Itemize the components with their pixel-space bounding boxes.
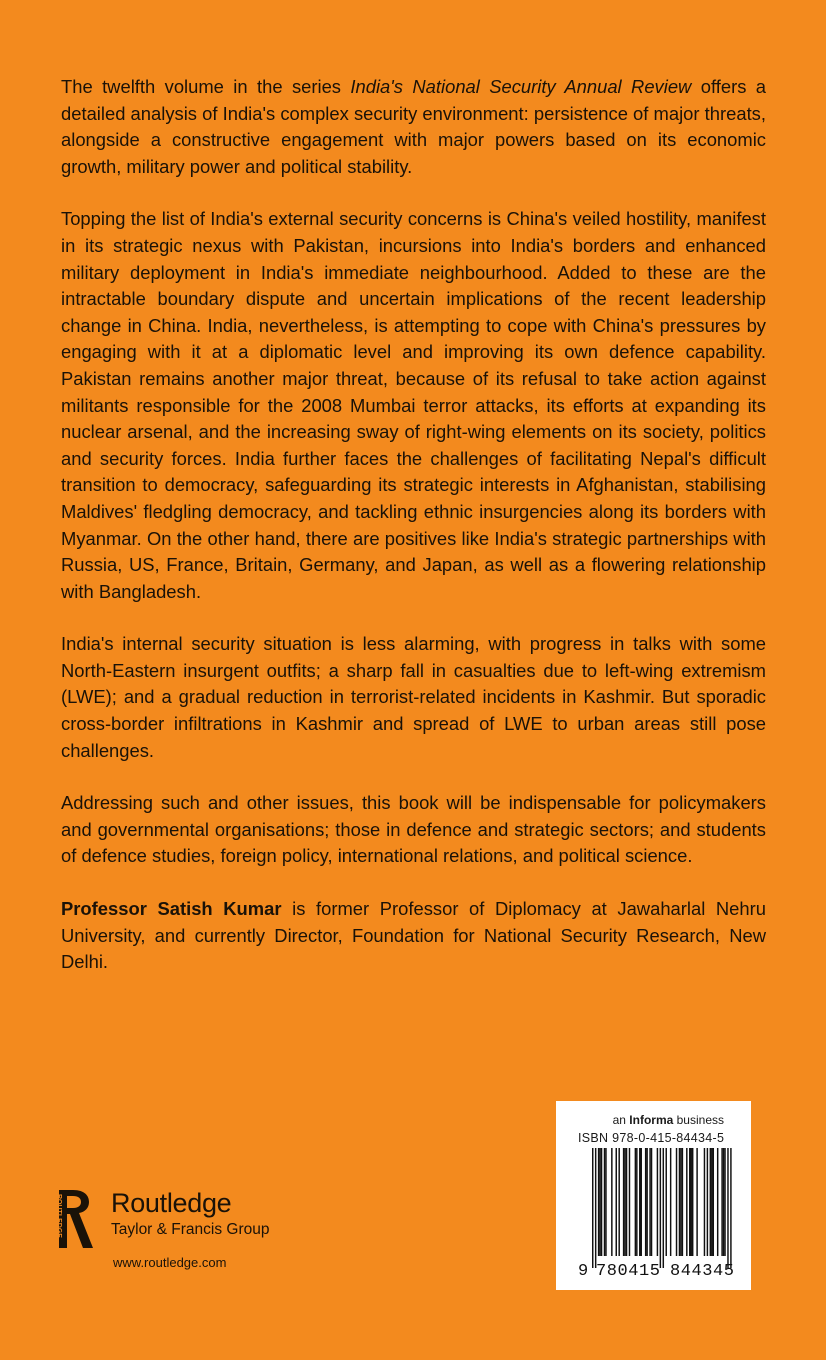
barcode-bar: [679, 1148, 680, 1256]
blurb-paragraph-4: Addressing such and other issues, this book will be indispensable for policymakers and governmental organisations; those in defence and strategic sectors; and students of defence studies, foreign policy, international relations, and political science.: [61, 792, 766, 867]
barcode-bar: [601, 1148, 602, 1256]
barcode-bar: [704, 1148, 705, 1256]
isbn-barcode: [576, 1148, 746, 1278]
informa-suffix: business: [673, 1113, 724, 1127]
barcode-panel: [556, 1101, 751, 1290]
barcode-right-digits: 844345: [670, 1262, 734, 1278]
publisher-group: Taylor & Francis Group: [111, 1221, 270, 1238]
author-bio: [61, 896, 766, 976]
barcode-bar: [670, 1148, 671, 1256]
barcode-left-digits: 780415: [596, 1262, 660, 1278]
barcode-bar: [724, 1148, 725, 1256]
blurb-paragraph-2: Topping the list of India's external security concerns is China's veiled hostility, manifest in its strategic nexus with Pakistan, incursions into India's borders and enhanced military deployment in India's immediate neighbourhood. Added to these are the intractable boundary dispute and uncertain implications of the recent leadership change in China. India, nevertheless, is attempting to cope with China's pressures by engaging with it at a diplomatic level and improving its own defence capability. Pakistan remains another major threat, because of its refusal to take action against militants responsible for the 2008 Mumbai terror attacks, its efforts at expanding its nuclear arsenal, and the increasing sway of right-wing elements on its society, politics and security forces. India further faces the challenges of facilitating Nepal's difficult transition to democracy, safeguarding its strategic interests in Afghanistan, stabilising Maldives' fledgling democracy, and tackling ethnic insurgencies along its borders with Myanmar. On the other hand, there are positives like India's strategic partnerships with Russia, US, France, Britain, Germany, and Japan, as well as a flowering relationship with Bangladesh.: [61, 208, 766, 602]
barcode-bar: [710, 1148, 711, 1256]
barcode-bar: [616, 1148, 617, 1256]
barcode-bar: [657, 1148, 658, 1256]
barcode-bar: [680, 1148, 681, 1256]
barcode-bar: [636, 1148, 637, 1256]
publisher-block: [55, 1188, 335, 1278]
barcode-bar: [626, 1148, 627, 1256]
barcode-bar: [686, 1148, 687, 1256]
informa-tagline: [613, 1113, 724, 1127]
barcode-bar: [645, 1148, 646, 1256]
routledge-logo-icon: [55, 1188, 95, 1250]
barcode-bar: [711, 1148, 712, 1256]
barcode-bar: [639, 1148, 640, 1256]
barcode-bar: [713, 1148, 714, 1256]
blurb-p1-rest: offers a detailed analysis of India's complex security environment: persistence of major threats, alongside a constructive engagement with major powers based on its economic growth, military power and political stability.: [61, 76, 767, 177]
barcode-bar: [604, 1148, 605, 1256]
barcode-bar: [641, 1148, 642, 1256]
barcode-bar: [649, 1148, 650, 1256]
barcode-bar: [651, 1148, 652, 1256]
barcode-bar: [692, 1148, 693, 1256]
barcode-bar: [646, 1148, 647, 1256]
barcode-bar: [690, 1148, 691, 1256]
barcode-bar: [611, 1148, 612, 1256]
barcode-bar: [595, 1148, 596, 1268]
blurb-text: [61, 74, 766, 1002]
barcode-bar: [618, 1148, 619, 1256]
barcode-bar: [635, 1148, 636, 1256]
informa-brand: Informa: [629, 1113, 674, 1127]
barcode-bar: [592, 1148, 593, 1268]
barcode-lead-digit: 9: [578, 1262, 589, 1278]
logo-vertical-text: ROUTLEDGE: [55, 1194, 62, 1238]
author-bio-text: is former Professor of Diplomacy at Jawaharlal Nehru University, and currently Director, Foundation for National Security Research, New Delhi.: [61, 898, 766, 973]
barcode-bar: [689, 1148, 690, 1256]
publisher-name: Routledge: [111, 1188, 232, 1218]
barcode-bar: [721, 1148, 722, 1256]
informa-prefix: an: [612, 1113, 630, 1127]
barcode-bar: [682, 1148, 683, 1256]
barcode-bar: [660, 1148, 661, 1268]
barcode-bar: [629, 1148, 630, 1256]
series-title: India's National Security Annual Review: [350, 76, 692, 97]
author-name: Professor Satish Kumar: [61, 898, 282, 920]
barcode-bar: [730, 1148, 731, 1268]
barcode-bar: [598, 1148, 599, 1256]
publisher-url[interactable]: www.routledge.com: [113, 1255, 227, 1270]
blurb-paragraph-3: India's internal security situation is less alarming, with progress in talks with some North-Eastern insurgent outfits; a sharp fall in casualties due to left-wing extremism (LWE); and a gradual reduction in terrorist-related incidents in Kashmir. But sporadic cross-border infiltrations in Kashmir and spread of LWE to urban areas still pose challenges.: [61, 633, 766, 761]
barcode-bar: [717, 1148, 718, 1256]
barcode-bar: [707, 1148, 708, 1256]
barcode-bar: [723, 1148, 724, 1256]
barcode-bar: [605, 1148, 606, 1256]
barcode-bar: [696, 1148, 697, 1256]
isbn-label: ISBN 978-0-415-84434-5: [578, 1131, 725, 1145]
barcode-bar: [666, 1148, 667, 1256]
barcode-bar: [599, 1148, 600, 1256]
barcode-bar: [676, 1148, 677, 1256]
blurb-p1-lead: The twelfth volume in the series: [61, 76, 351, 97]
barcode-bar: [624, 1148, 625, 1256]
blurb-paragraph-1: [61, 74, 766, 180]
barcode-bar: [623, 1148, 624, 1256]
barcode-bar: [727, 1148, 728, 1268]
barcode-bar: [663, 1148, 664, 1268]
